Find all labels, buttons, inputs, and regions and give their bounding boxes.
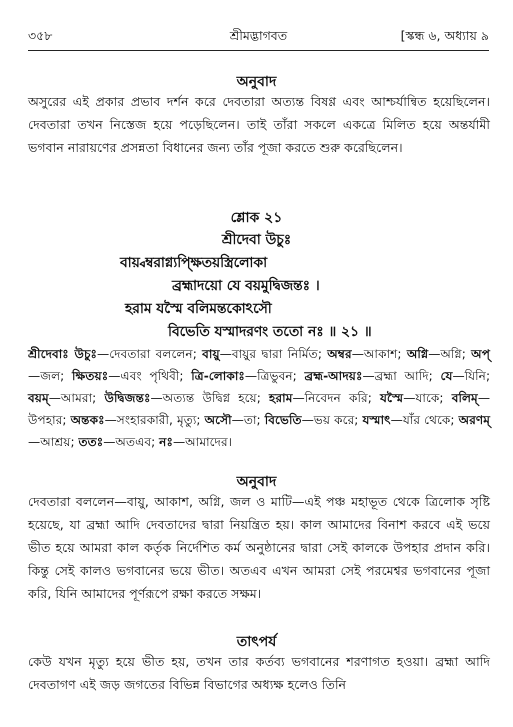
synonym-meaning: দেবতারা বললেন;: [109, 347, 197, 361]
section-reference: [স্কন্ধ ৬, অধ্যায় ৯: [400, 28, 489, 43]
synonym-meaning: ব্রহ্মা আদি;: [374, 369, 433, 383]
verse-line-3: হরাম যস্মৈ বলিমন্তকোঽসৌ: [125, 301, 272, 317]
synonym-meaning: ভয় করে;: [313, 413, 359, 427]
synonym-word: ততঃ: [78, 435, 104, 449]
synonym-word: বলিম্: [451, 391, 478, 405]
synonym-word: হরাম: [269, 391, 293, 405]
translation-paragraph: অসুরের এই প্রকার প্রভাব দর্শন করে দেবতারা অত্যন্ত বিষণ্ণ এবং আশ্চর্যান্বিত হয়েছিলেন। দেবতারা তখন নিস্তেজ হয়ে পড়েছিলেন। তাই তাঁরা সকলে একত্রে মিলিত হয়ে অন্তর্যামী ভগবান নারায়ণের প্রসন্নতা বিধানের জন্য তাঁর পূজা করতে শুরু করেছিলেন।: [28, 94, 490, 155]
translation-paragraph: দেবতারা বললেন—বায়ু, আকাশ, অগ্নি, জল ও মাটি—এই পঞ্চ মহাভূত থেকে ত্রিলোক সৃষ্টি হয়েছে, যা ব্রহ্মা আদি দেবতাদের দ্বারা নিয়ন্ত্রিত হয়। কাল আমাদের বিনাশ করবে এই ভয়ে ভীত হয়ে আমরা কাল কর্তৃক নির্দেশিত কর্ম অনুষ্ঠানের দ্বারা সেই কালকে উপহার প্রদান করি। কিন্তু সেই কালও ভগবানের ভয়ে ভীত। অতএব এখন আমরা সেই পরমেশ্বর ভগবানের পূজা করি, যিনি আমাদের পূর্ণরূপে রক্ষা করতে সক্ষম।: [28, 494, 490, 601]
synonym-word: বায়ু: [202, 347, 220, 361]
synonym-word: যে: [440, 369, 453, 383]
synonym-meaning: আমাদের।: [185, 435, 233, 449]
synonym-meaning: বায়ুর দ্বারা নির্মিত;: [231, 347, 322, 361]
synonym-meaning: এবং পৃথিবী;: [120, 369, 184, 383]
synonym-word: নঃ: [159, 435, 173, 449]
translation-heading: অনুবাদ: [236, 474, 277, 490]
synonym-word: অসৌ: [204, 413, 232, 427]
verse-number-heading: শ্লোক ২১: [230, 210, 283, 226]
synonym-word: শ্রীদেবাঃ উচুঃ: [28, 347, 98, 361]
synonym-meaning: অতএব;: [115, 435, 156, 449]
verse-line-1: বায়্বম্বরাগ্ন্যপ্ক্ষিতয়স্ত্রিলোকা: [120, 255, 268, 271]
synonym-word: বয়ম্: [28, 391, 49, 405]
synonym-word: ত্রি-লোকাঃ: [191, 369, 245, 383]
purport-heading: তাৎপর্য: [236, 634, 277, 650]
synonym-word: ক্ষিতয়ঃ: [72, 369, 109, 383]
synonyms-block: শ্রীদেবাঃ উচুঃ—দেবতারা বললেন; বায়ু—বায়ুর দ্বারা নির্মিত; অম্বর—আকাশ; অগ্নি—অগ্নি; অপ্—জল; ক্ষিতয়ঃ—এবং পৃথিবী; ত্রি-লোকাঃ—ত্রিভুবন; ব্রহ্ম-আদয়ঃ—ব্রহ্মা আদি; যে—যিনি; বয়ম্—আমরা; উদ্বিজন্তঃ—অত্যন্ত উদ্বিগ্ন হয়ে; হরাম—নিবেদন করি; যস্মৈ—যাকে; বলিম্—উপহার; অন্তকঃ—সংহারকারী, মৃত্যু; অসৌ—তা; বিভেতি—ভয় করে; যস্মাৎ—যাঁর থেকে; অরণম্—আশ্রয়; ততঃ—অতএব; নঃ—আমাদের।: [28, 347, 491, 449]
synonym-meaning: যিনি;: [464, 369, 491, 383]
synonym-word: অরণম্: [458, 413, 491, 427]
page-number: ৩৫৮: [28, 28, 53, 43]
synonym-meaning: তা;: [243, 413, 261, 427]
synonym-meaning: আমরা;: [60, 391, 97, 405]
synonym-meaning: অগ্নি;: [440, 347, 466, 361]
synonym-meaning: উপহার;: [28, 413, 67, 427]
verse-speaker: শ্রীদেবা উচুঃ: [221, 232, 292, 248]
synonym-word: অন্তকঃ: [70, 413, 105, 427]
synonym-meaning: আশ্রয়;: [40, 435, 75, 449]
verse-line-2: ব্রহ্মাদয়ো যে বয়মুদ্বিজন্তঃ ।: [172, 278, 320, 294]
synonym-word: অগ্নি: [406, 347, 429, 361]
synonym-word: অপ্: [471, 347, 490, 361]
synonym-word: যস্মৈ: [380, 391, 404, 405]
synonym-word: যস্মাৎ: [362, 413, 391, 427]
synonym-meaning: আকাশ;: [363, 347, 402, 361]
synonym-meaning: অত্যন্ত উদ্বিগ্ন হয়ে;: [162, 391, 261, 405]
synonym-meaning: জল;: [40, 369, 65, 383]
translation-heading: অনুবাদ: [236, 74, 277, 90]
synonym-word: অম্বর: [327, 347, 352, 361]
verse-line-4: বিভেতি যস্মাদরণং ততো নঃ ॥ ২১ ॥: [168, 324, 372, 340]
synonym-meaning: যাকে;: [415, 391, 444, 405]
synonym-word: ব্রহ্ম-আদয়ঃ: [304, 369, 363, 383]
book-title: শ্রীমদ্ভাগবত: [229, 28, 288, 43]
synonym-word: বিভেতি: [264, 413, 302, 427]
synonym-word: উদ্বিজন্তঃ: [104, 391, 151, 405]
synonym-meaning: সংহারকারী, মৃত্যু;: [116, 413, 201, 427]
synonym-meaning: যাঁর থেকে;: [402, 413, 455, 427]
header-rule: [28, 50, 489, 51]
synonym-meaning: নিবেদন করি;: [304, 391, 372, 405]
synonym-meaning: ত্রিভুবন;: [257, 369, 297, 383]
running-header: [28, 28, 489, 48]
purport-paragraph: কেউ যখন মৃত্যু হয়ে ভীত হয়, তখন তার কর্তব্য ভগবানের শরণাগত হওয়া। ব্রহ্মা আদি দেবতাগণ এই জড় জগতের বিভিন্ন বিভাগের অধ্যক্ষ হলেও তিনি: [28, 654, 490, 692]
